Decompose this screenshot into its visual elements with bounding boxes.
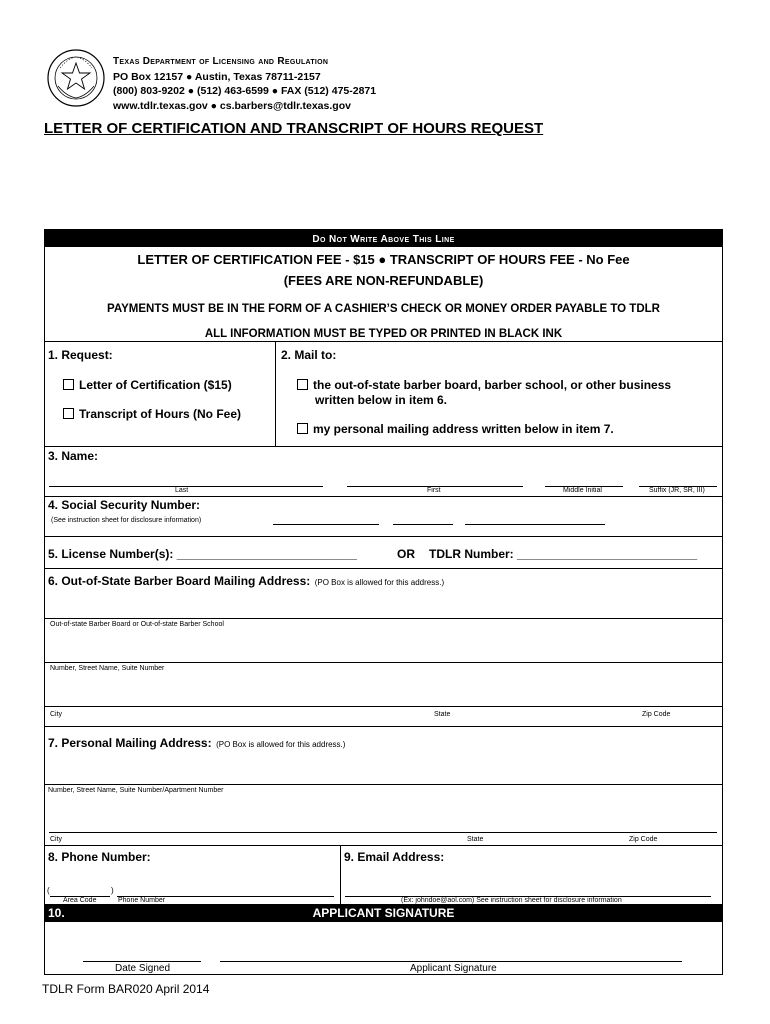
ssn-label: 4. Social Security Number: — [48, 498, 201, 512]
fee-line: LETTER OF CERTIFICATION FEE - $15 ● TRANSCRIPT OF HOURS FEE - No Fee — [137, 252, 630, 267]
ink-line: ALL INFORMATION MUST BE TYPED OR PRINTED IN BLACK INK — [204, 328, 563, 340]
phone-number-caption: Phone Number — [118, 897, 166, 904]
mail-to-personal-checkbox[interactable] — [297, 423, 308, 434]
do-not-write-bar: Do Not Write Above This Line — [45, 230, 722, 247]
phone-open-paren: ( — [47, 886, 50, 895]
personal-zip-caption: Zip Code — [629, 836, 658, 843]
personal-address-label — [48, 734, 345, 752]
last-name-caption: Last — [175, 487, 189, 494]
applicant-signature-caption: Applicant Signature — [410, 963, 497, 974]
non-refundable-line: (FEES ARE NON-REFUNDABLE) — [283, 273, 484, 288]
letter-of-certification-checkbox[interactable] — [63, 379, 74, 390]
mail-to-board-label: the out-of-state barber board, barber school, or other business — [313, 378, 672, 392]
form-title: LETTER OF CERTIFICATION AND TRANSCRIPT OF HOURS REQUEST — [44, 120, 544, 137]
ssn-note: (See instruction sheet for disclosure information) — [51, 517, 202, 524]
area-code-caption: Area Code — [63, 897, 97, 904]
agency-name: Texas Department of Licensing and Regulation — [113, 56, 329, 67]
letter-of-certification-option[interactable] — [63, 378, 232, 392]
board-address-note: (PO Box is allowed for this address.) — [314, 578, 445, 587]
ssn-field-2[interactable] — [393, 524, 453, 525]
board-name-caption: Out-of-state Barber Board or Out-of-state Barber School — [50, 621, 224, 628]
transcript-of-hours-label: Transcript of Hours (No Fee) — [79, 407, 242, 421]
signature-item-number: 10. — [48, 906, 65, 920]
middle-initial-caption: Middle Initial — [563, 487, 602, 494]
ssn-field-3[interactable] — [465, 524, 605, 525]
personal-address-note: (PO Box is allowed for this address.) — [216, 740, 346, 749]
board-street-field[interactable] — [45, 662, 722, 663]
form-frame — [44, 229, 723, 975]
agency-phones: (800) 803-9202 ● (512) 463-6599 ● FAX (512) 475-2871 — [113, 85, 377, 97]
board-city-field[interactable] — [45, 706, 722, 707]
mail-to-board-checkbox[interactable] — [297, 379, 308, 390]
email-address-label: 9. Email Address: — [344, 850, 445, 864]
date-signed-field[interactable] — [83, 961, 201, 962]
personal-city-field[interactable] — [49, 832, 717, 833]
personal-street-field[interactable] — [45, 784, 722, 785]
board-name-field[interactable] — [45, 618, 722, 619]
or-label: OR — [397, 547, 415, 561]
letter-of-certification-label: Letter of Certification ($15) — [79, 378, 232, 392]
personal-street-caption: Number, Street Name, Suite Number/Apartment Number — [48, 787, 224, 794]
license-number-label[interactable]: 5. License Number(s): ___________________________ — [48, 547, 357, 561]
signature-title: APPLICANT SIGNATURE — [312, 906, 455, 920]
board-zip-caption: Zip Code — [642, 711, 671, 718]
tdlr-number-label[interactable]: TDLR Number: ___________________________ — [429, 547, 698, 561]
mail-to-personal-label: my personal mailing address written below in item 7. — [313, 422, 614, 436]
personal-city-caption: City — [50, 836, 63, 843]
agency-web-email: www.tdlr.texas.gov ● cs.barbers@tdlr.texas.gov — [113, 99, 351, 112]
state-seal-icon — [46, 48, 106, 108]
first-name-caption: First — [427, 487, 441, 494]
payment-line: PAYMENTS MUST BE IN THE FORM OF A CASHIER’S CHECK OR MONEY ORDER PAYABLE TO TDLR — [107, 303, 660, 315]
agency-address: PO Box 12157 ● Austin, Texas 78711-2157 — [113, 70, 321, 83]
date-signed-caption: Date Signed — [115, 963, 171, 974]
phone-close-paren: ) — [111, 886, 114, 895]
request-label: 1. Request: — [48, 348, 113, 362]
board-address-label — [48, 572, 444, 590]
mail-to-personal-option[interactable] — [297, 422, 614, 436]
board-address-title: 6. Out-of-State Barber Board Mailing Address: — [48, 574, 311, 588]
personal-address-title: 7. Personal Mailing Address: — [48, 736, 212, 750]
agency-header — [113, 55, 376, 113]
board-state-caption: State — [434, 711, 451, 718]
email-note: (Ex: johndoe@aol.com) See instruction sheet for disclosure information — [401, 897, 622, 904]
personal-state-caption: State — [467, 836, 484, 843]
form-footer: TDLR Form BAR020 April 2014 — [42, 982, 210, 996]
suffix-caption: Suffix (JR, SR, III) — [649, 487, 705, 494]
mail-to-label: 2. Mail to: — [281, 348, 337, 362]
applicant-signature-field[interactable] — [220, 961, 682, 962]
board-street-caption: Number, Street Name, Suite Number — [50, 665, 165, 672]
signature-bar — [45, 904, 722, 922]
transcript-of-hours-checkbox[interactable] — [63, 408, 74, 419]
mail-to-board-option[interactable] — [297, 378, 671, 392]
name-label: 3. Name: — [48, 449, 99, 463]
ssn-field-1[interactable] — [273, 524, 379, 525]
phone-number-label: 8. Phone Number: — [48, 850, 151, 864]
transcript-of-hours-option[interactable] — [63, 407, 241, 421]
mail-to-board-label-cont: written below in item 6. — [315, 393, 448, 407]
board-city-caption: City — [50, 711, 63, 718]
